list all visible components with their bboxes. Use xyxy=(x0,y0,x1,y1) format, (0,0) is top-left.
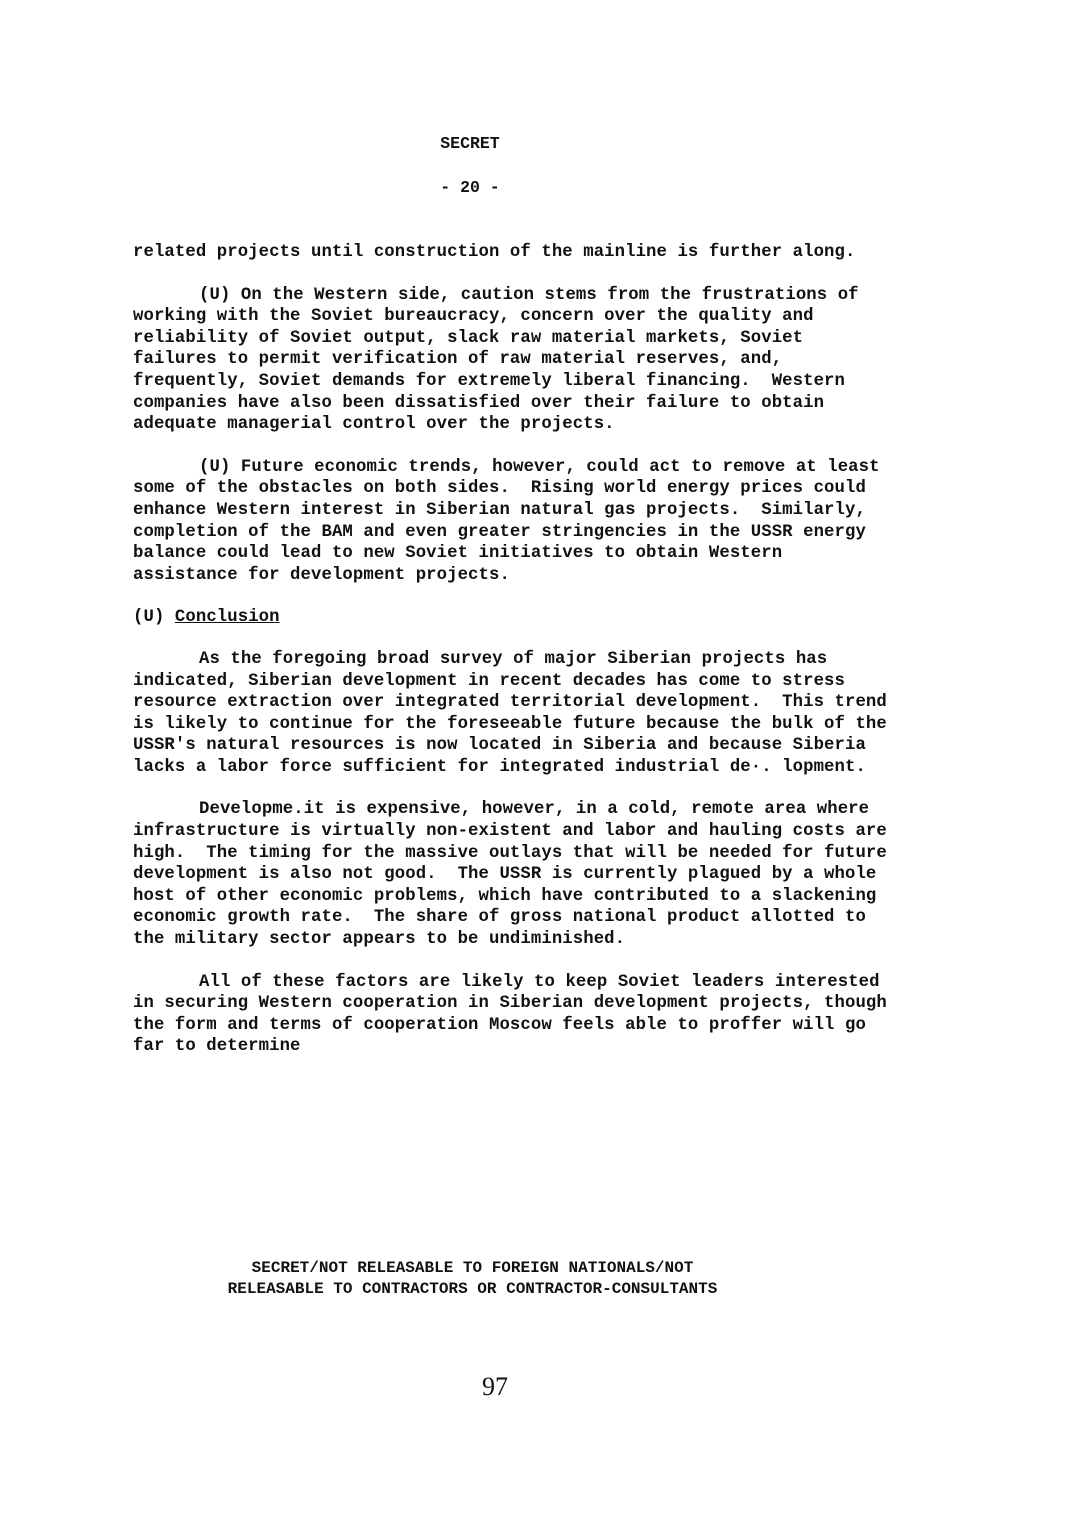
classification-footer-line-1: SECRET/NOT RELEASABLE TO FOREIGN NATIONALS/NOT xyxy=(251,1259,694,1277)
section-heading xyxy=(133,607,893,629)
page-number: 97 xyxy=(482,1372,508,1401)
paragraph-factors: All of these factors are likely to keep Soviet leaders interested in securing Western cooperation in Siberian development projects, though the form and terms of cooperation Moscow feels able to proffer will go far to determine xyxy=(133,972,898,1057)
classification-footer-line-2: RELEASABLE TO CONTRACTORS OR CONTRACTOR-CONSULTANTS xyxy=(227,1280,718,1298)
document-body xyxy=(133,242,898,1079)
section-title: Conclusion xyxy=(174,608,280,628)
classification-header: SECRET xyxy=(440,134,500,153)
paragraph-survey: As the foregoing broad survey of major Siberian projects has indicated, Siberian development in recent decades has come to stress resource extraction over integrated territorial development. This trend is likely to continue for the foreseeable future because the bulk of the USSR's natural resources is now located in Siberia and because Siberia lacks a labor force sufficient for integrated industrial de·. lopment. xyxy=(133,649,898,777)
section-prefix: (U) xyxy=(133,608,165,628)
page-marker: - 20 - xyxy=(440,178,500,197)
paragraph-continuation: related projects until construction of the mainline is further along. xyxy=(133,243,856,262)
paragraph-development-cost: Developme.it is expensive, however, in a cold, remote area where infrastructure is virtually non-existent and labor and hauling costs are high. The timing for the massive outlays that will be needed for future development is also not good. The USSR is currently plagued by a whole host of other economic problems, which have contributed to a slackening economic growth rate. The share of gross national product allotted to the military sector appears to be undiminished. xyxy=(133,800,898,950)
classification-footer xyxy=(0,1258,945,1300)
paragraph-western-caution: (U) On the Western side, caution stems from the frustrations of working with the Soviet bureaucracy, concern over the quality and reliability of Soviet output, slack raw material markets, Soviet failures to permit verification of raw material reserves, and, frequently, Soviet demands for extremely liberal financing. Western companies have also been dissatisfied over their failure to obtain adequate managerial control over the projects. xyxy=(133,285,870,435)
paragraph-future-trends: (U) Future economic trends, however, could act to remove at least some of the obstacles on both sides. Rising world energy prices could enhance Western interest in Siberian natural gas projects. Similarly, completion of the BAM and even greater stringencies in the USSR energy balance could lead to new Soviet initiatives to obtain Western assistance for development projects. xyxy=(133,457,891,585)
